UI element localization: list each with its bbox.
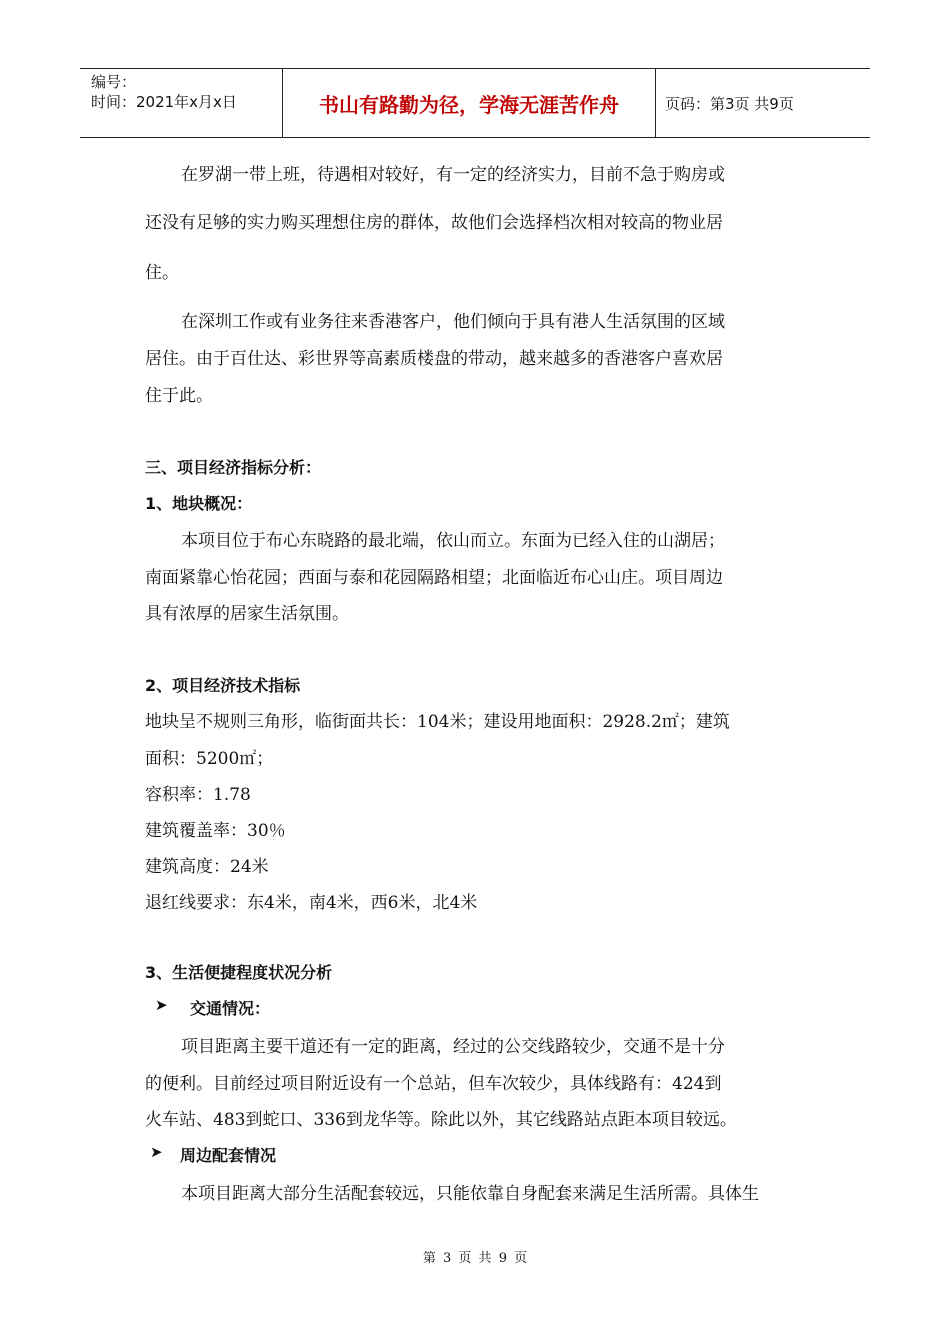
paragraph-line: 本项目距离大部分生活配套较远，只能依靠自身配套来满足生活所需。具体生 [181, 1184, 759, 1204]
arrow-bullet-icon: ➤ [150, 1143, 163, 1161]
paragraph-line: 在罗湖一带上班，待遇相对较好，有一定的经济实力，目前不急于购房或 [181, 165, 725, 185]
header-page-number: 页码：第3页 共9页 [665, 94, 794, 113]
paragraph-line: 在深圳工作或有业务往来香港客户，他们倾向于具有港人生活氛围的区域 [181, 312, 725, 332]
paragraph-line: 住于此。 [145, 386, 213, 406]
paragraph-line: 本项目位于布心东晓路的最北端，依山而立。东面为已经入住的山湖居； [181, 531, 725, 551]
paragraph-line: 容积率：1.78 [145, 785, 251, 805]
section-heading: 三、项目经济指标分析： [145, 458, 322, 477]
bullet-heading: 交通情况： [190, 999, 271, 1018]
subsection-heading: 3、生活便捷程度状况分析 [145, 963, 333, 982]
paragraph-line: 具有浓厚的居家生活氛围。 [145, 604, 349, 624]
subsection-heading: 1、地块概况： [145, 494, 253, 513]
doc-code-label: 编号： [91, 73, 137, 91]
paragraph-line: 项目距离主要干道还有一定的距离，经过的公交线路较少，交通不是十分 [181, 1037, 725, 1057]
paragraph-line: 建筑高度：24米 [145, 857, 269, 877]
paragraph-line: 住。 [145, 263, 179, 283]
doc-time-label: 时间：2021年x月x日 [91, 93, 237, 111]
paragraph-line: 还没有足够的实力购买理想住房的群体，故他们会选择档次相对较高的物业居 [145, 213, 723, 233]
paragraph-line: 南面紧靠心怡花园；西面与泰和花园隔路相望；北面临近布心山庄。项目周边 [145, 568, 723, 588]
header-meta [80, 69, 283, 137]
subsection-heading: 2、项目经济技术指标 [145, 676, 301, 695]
paragraph-line: 地块呈不规则三角形，临街面共长：104米；建设用地面积：2928.2㎡；建筑 [145, 712, 730, 732]
paragraph-line: 的便利。目前经过项目附近设有一个总站，但车次较少，具体线路有：424到 [145, 1074, 722, 1094]
arrow-bullet-icon: ➤ [155, 996, 168, 1014]
paragraph-line: 面积：5200㎡； [145, 749, 274, 769]
paragraph-line: 建筑覆盖率：30％ [145, 821, 286, 841]
paragraph-line: 火车站、483到蛇口、336到龙华等。除此以外，其它线路站点距本项目较远。 [145, 1110, 737, 1130]
header-motto-cell [283, 69, 656, 137]
paragraph-line: 退红线要求：东4米，南4米，西6米，北4米 [145, 893, 478, 913]
page-header [80, 68, 870, 138]
header-motto: 书山有路勤为径，学海无涯苦作舟 [319, 92, 619, 117]
page-footer: 第 3 页 共 9 页 [422, 1251, 528, 1266]
paragraph-line: 居住。由于百仕达、彩世界等高素质楼盘的带动，越来越多的香港客户喜欢居 [145, 349, 723, 369]
bullet-heading: 周边配套情况 [180, 1146, 277, 1165]
